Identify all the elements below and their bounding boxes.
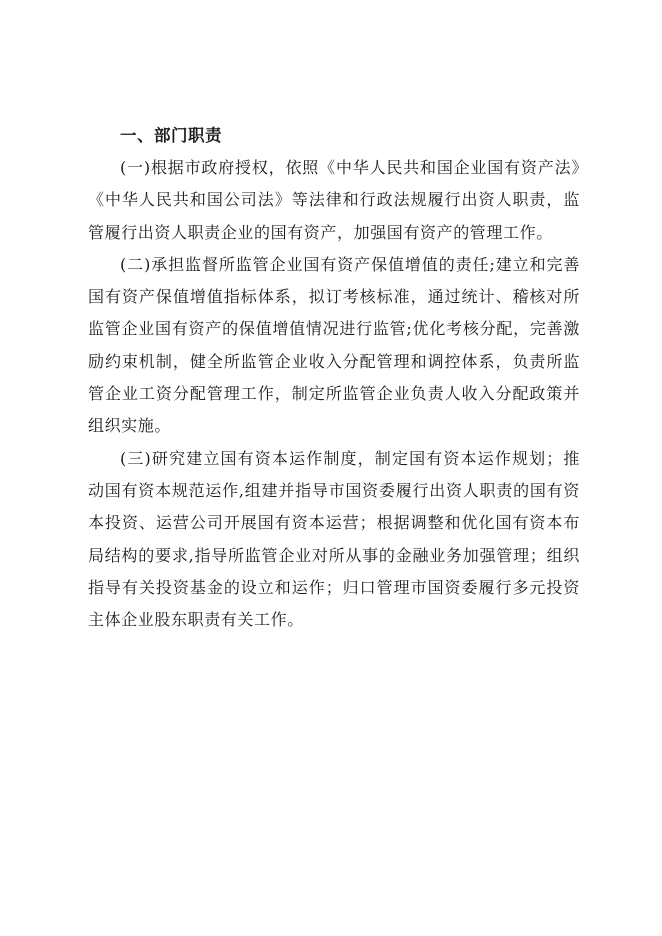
- paragraph-2: (二)承担监督所监管企业国有资产保值增值的责任;建立和完善国有资产保值增值指标体系，拟订考核标准，通过统计、稽核对所监管企业国有资产的保值增值情况进行监管;优化考核分配，完善激励约束机制，健全所监管企业收入分配管理和调控体系，负责所监管企业工资分配管理工作，制定所监管企业负责人收入分配政策并组织实施。: [88, 254, 580, 436]
- section-heading: 一、部门职责: [120, 126, 222, 145]
- paragraph-1: (一)根据市政府授权，依照《中华人民共和国企业国有资产法》《中华人民共和国公司法》等法律和行政法规履行出资人职责，监管履行出资人职责企业的国有资产，加强国有资产的管理工作。: [88, 158, 580, 242]
- document-body: [88, 120, 580, 636]
- paragraph-3: (三)研究建立国有资本运作制度，制定国有资本运作规划；推动国有资本规范运作,组建并指导市国资委履行出资人职责的国有资本投资、运营公司开展国有资本运营；根据调整和优化国有资本布局结构的要求,指导所监管企业对所从事的金融业务加强管理；组织指导有关投资基金的设立和运作；归口管理市国资委履行多元投资主体企业股东职责有关工作。: [88, 448, 580, 630]
